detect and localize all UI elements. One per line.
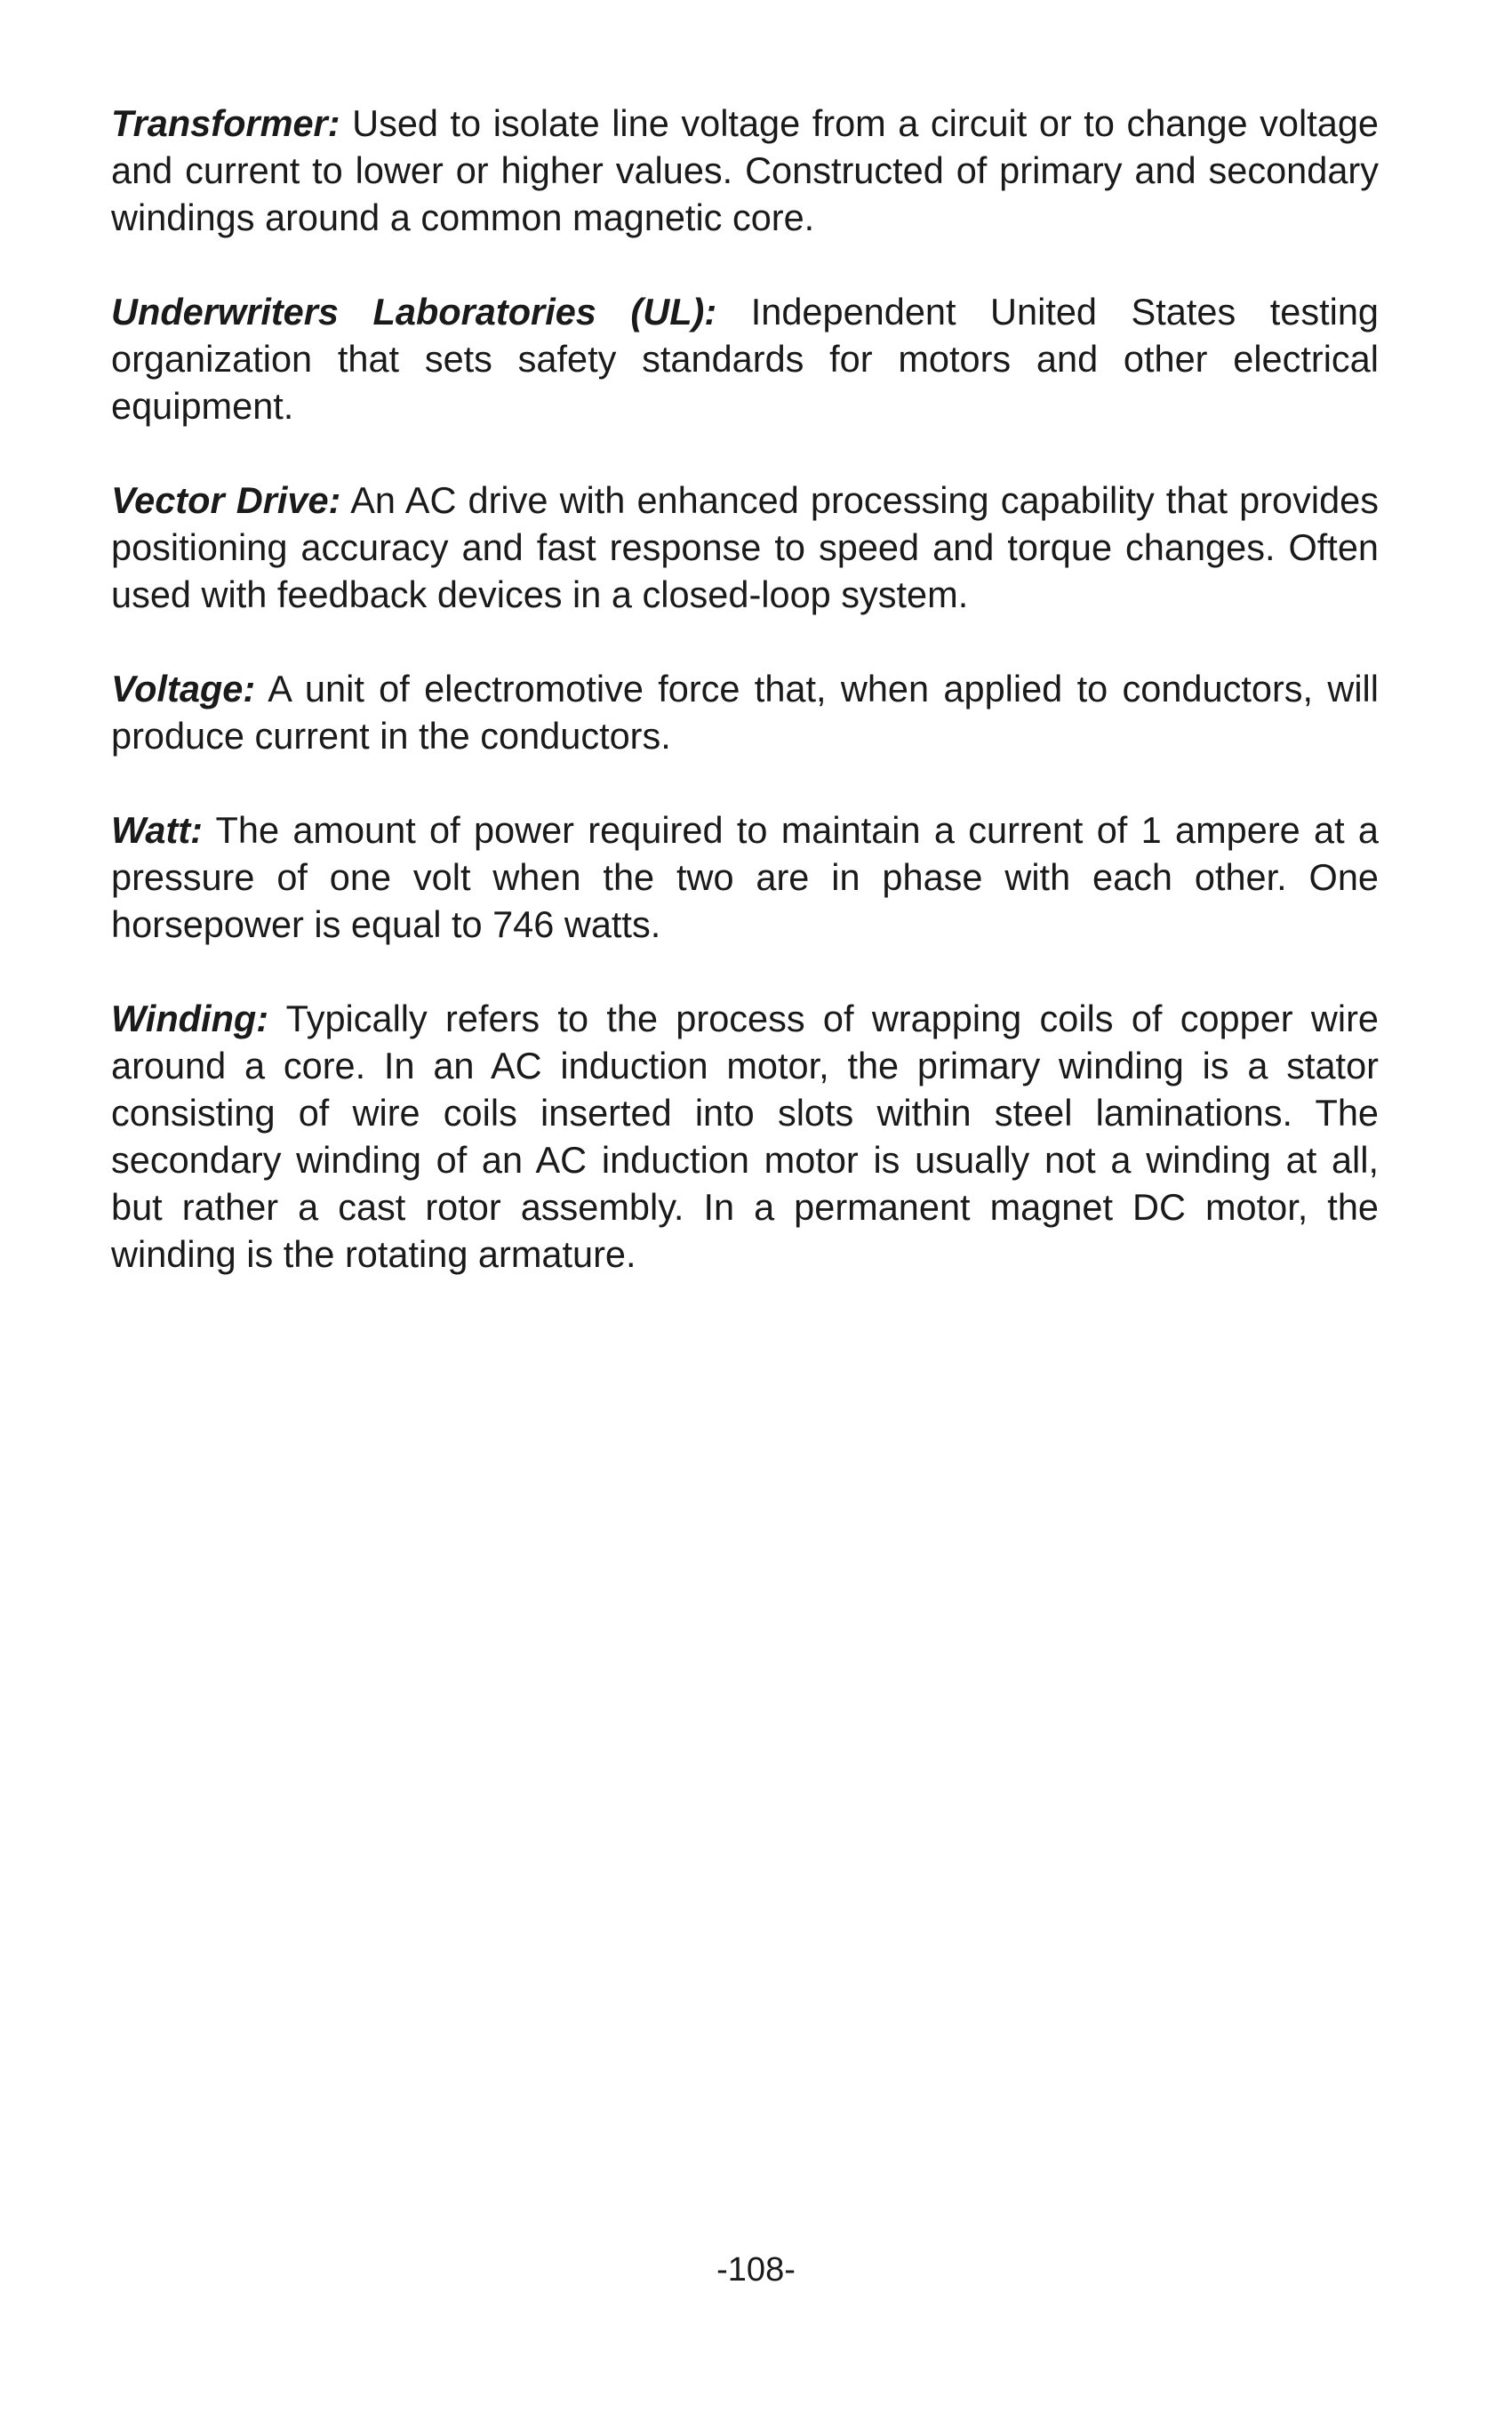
glossary-term: Winding: — [111, 998, 269, 1039]
glossary-term: Watt: — [111, 809, 203, 851]
page-number: -108- — [716, 2251, 796, 2289]
glossary-term: Vector Drive: — [111, 479, 341, 521]
glossary-entry-transformer — [111, 100, 1379, 241]
glossary-definition: Used to isolate line voltage from a circuit or to change voltage and current to lower or higher values. Constructed of primary and secondary windings around a common magnetic core. — [111, 102, 1380, 238]
glossary-definition: Independent United States testing organization that sets safety standards for motors and other electrical equipment. — [111, 291, 1379, 427]
glossary-term: Transformer: — [111, 102, 340, 144]
glossary-entry-watt — [111, 806, 1379, 948]
glossary-entry-voltage — [111, 665, 1379, 759]
glossary-content — [111, 100, 1379, 1325]
glossary-term: Underwriters Laboratories (UL): — [111, 291, 717, 333]
glossary-entry-vector-drive — [111, 477, 1379, 618]
glossary-definition: An AC drive with enhanced processing capability that provides positioning accuracy and fast response to speed and torque changes. Often used with feedback devices in a closed-loop system. — [111, 479, 1379, 615]
glossary-definition: The amount of power required to maintain a current of 1 ampere at a pressure of one volt when the two are in phase with each other. One horsepower is equal to 746 watts. — [111, 809, 1379, 945]
glossary-term: Voltage: — [111, 668, 256, 709]
glossary-definition: Typically refers to the process of wrapping coils of copper wire around a core. In an AC induction motor, the primary winding is a stator consisting of wire coils inserted into slots within steel laminations. The secondary winding of an AC induction motor is usually not a winding at all, but rather a cast rotor assembly. In a permanent magnet DC motor, the winding is the rotating armature. — [111, 998, 1379, 1275]
glossary-entry-underwriters-laboratories — [111, 288, 1379, 429]
glossary-entry-winding — [111, 995, 1379, 1278]
glossary-definition: A unit of electromotive force that, when applied to conductors, will produce current in the conductors. — [111, 668, 1379, 757]
